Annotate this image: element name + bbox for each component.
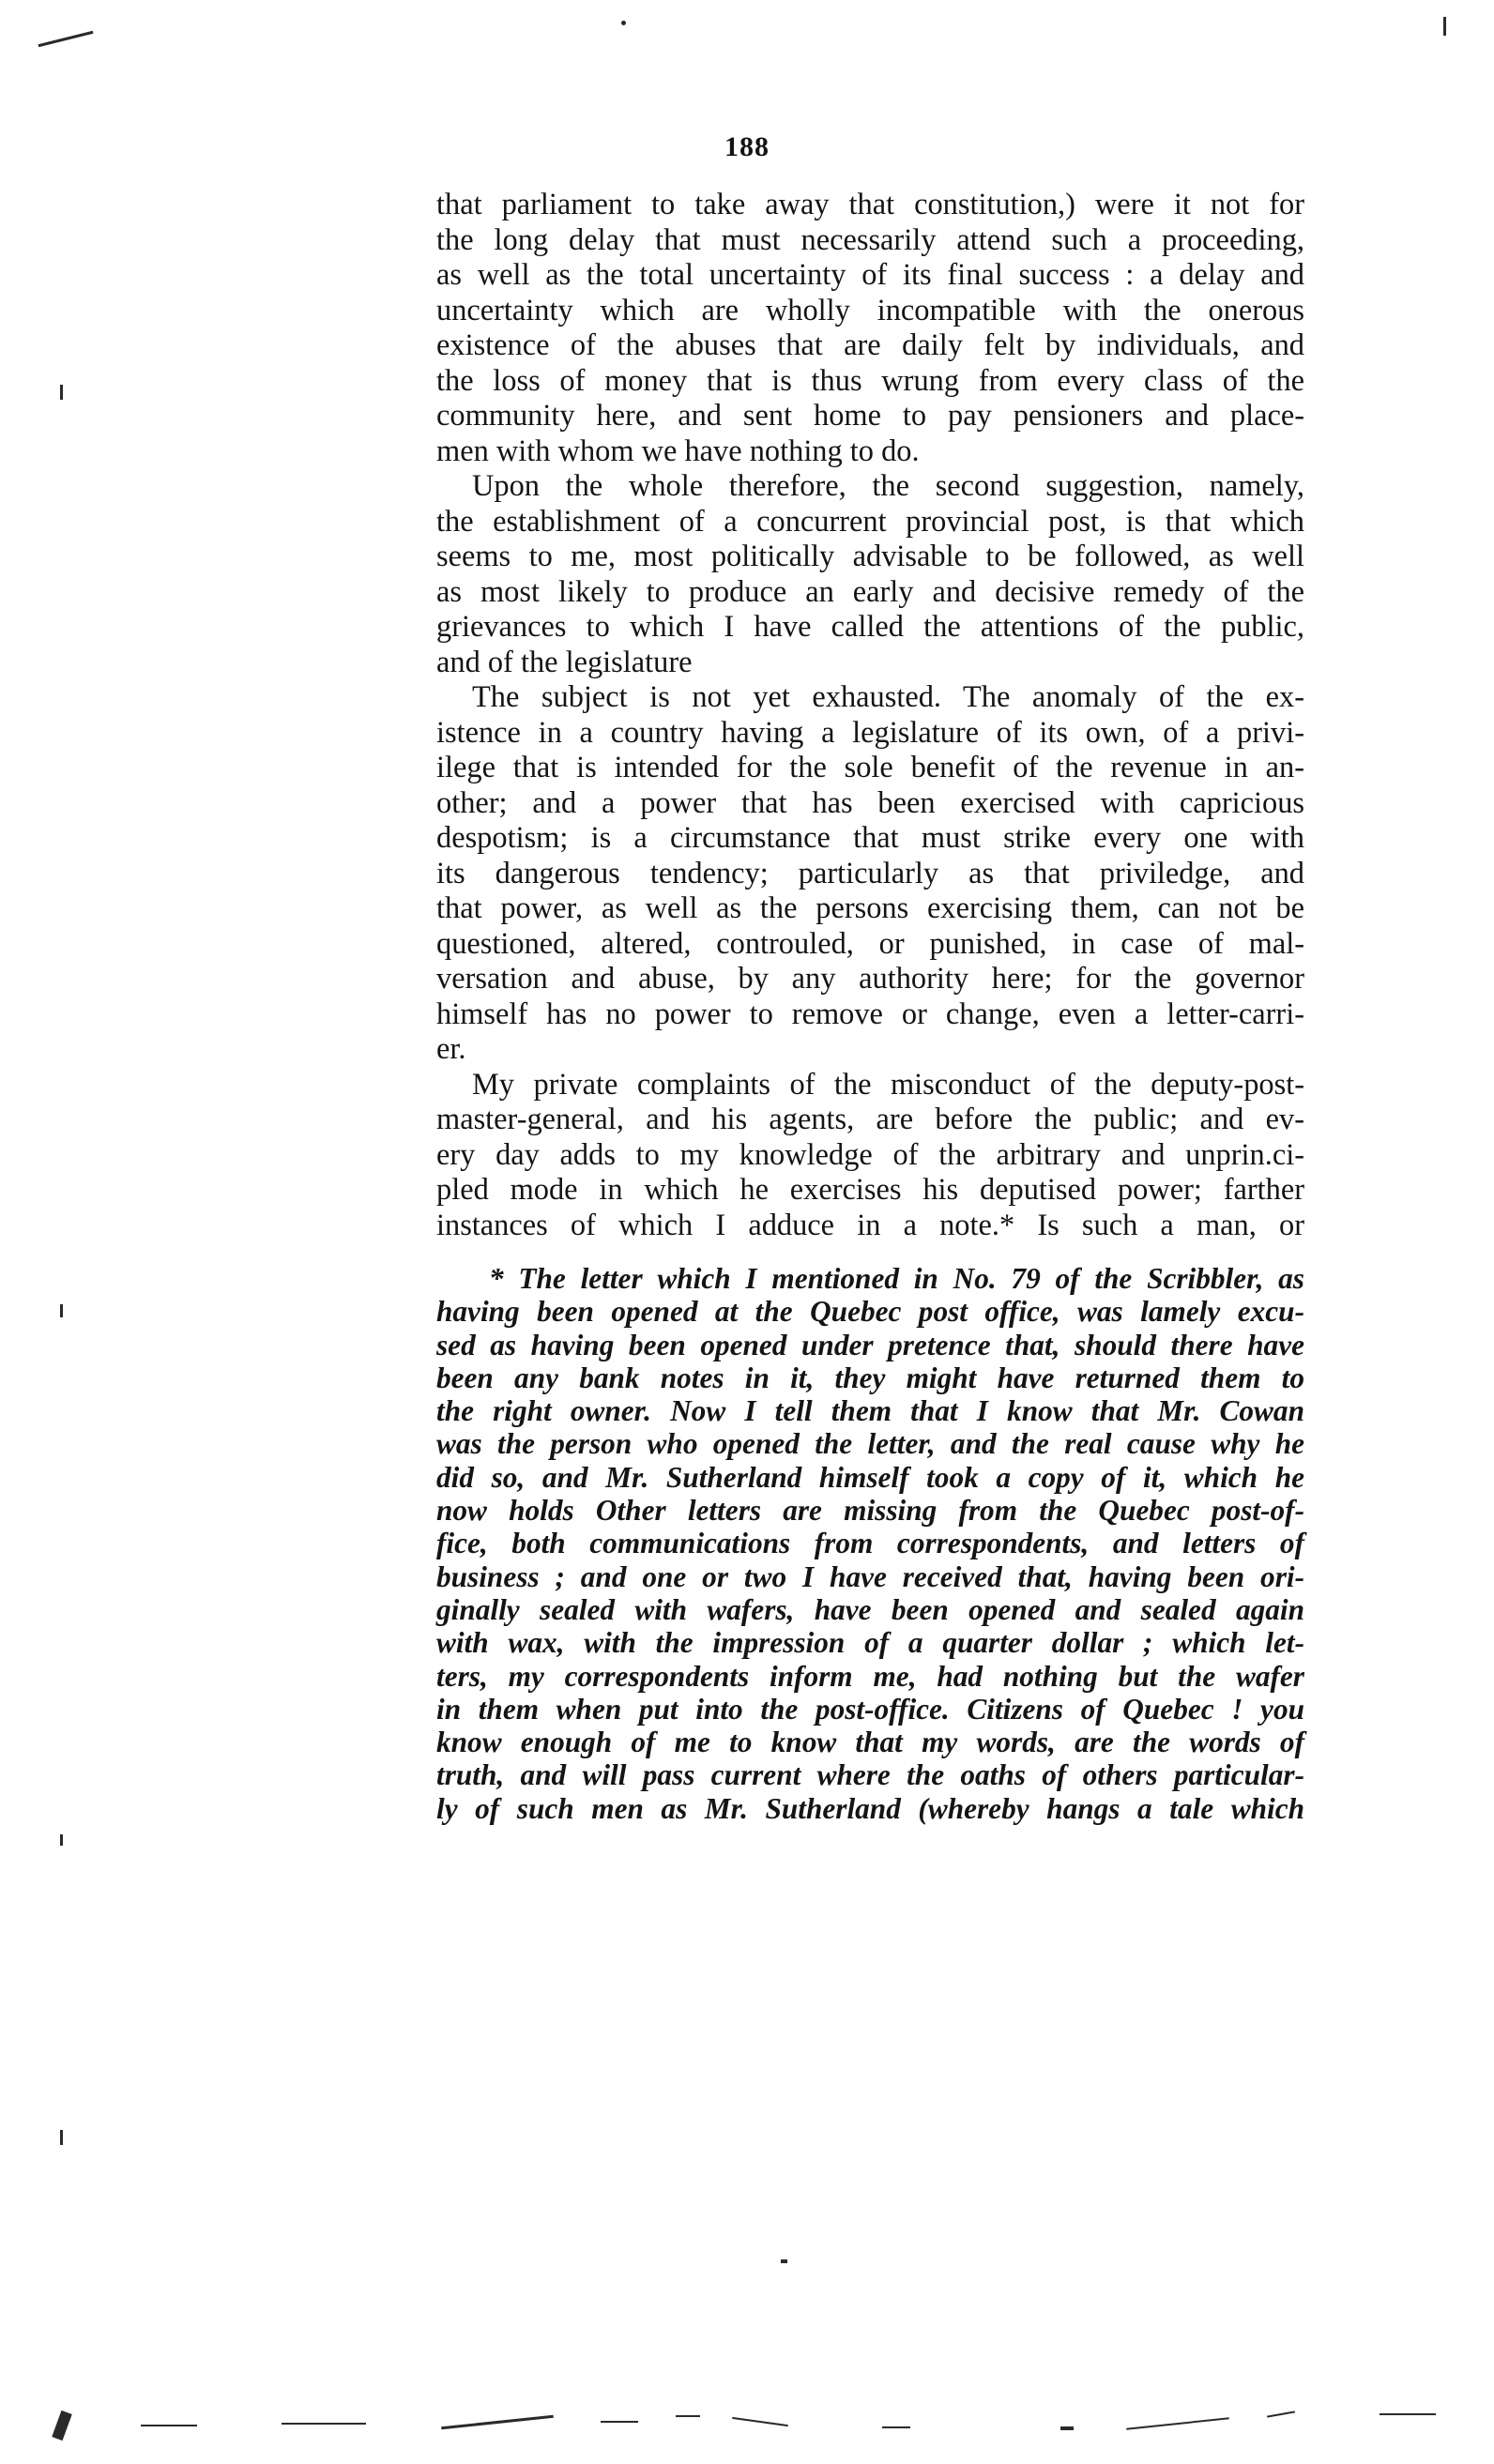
footnote-line: * The letter which I mentioned in No. 79 of the Scribbler, as bbox=[489, 1262, 1304, 1295]
footnote-line: know enough of me to know that my words, are the words of bbox=[436, 1726, 1304, 1759]
body-text-line: ery day adds to my knowledge of the arbitrary and unprin.ci- bbox=[436, 1137, 1304, 1172]
body-text-line: The subject is not yet exhausted. The anomaly of the ex- bbox=[472, 680, 1304, 714]
footnote-line: was the person who opened the letter, and the real cause why he bbox=[436, 1427, 1304, 1461]
footnote-line: been any bank notes in it, they might have returned them to bbox=[436, 1361, 1304, 1394]
body-text-line: as most likely to produce an early and decisive remedy of the bbox=[436, 574, 1304, 609]
body-text-line: instances of which I adduce in a note.* Is such a man, or bbox=[436, 1208, 1304, 1242]
footnote-line: in them when put into the post-office. Citizens of Quebec ! you bbox=[436, 1692, 1304, 1726]
body-text-line: grievances to which I have called the attentions of the public, bbox=[436, 610, 1304, 644]
body-text-line: uncertainty which are wholly incompatible with the onerous bbox=[436, 293, 1304, 327]
body-text-line: the loss of money that is thus wrung from every class of the bbox=[436, 363, 1304, 398]
body-text-line: existence of the abuses that are daily felt by individuals, and bbox=[436, 328, 1304, 362]
body-text-line: himself has no power to remove or change, even a letter-carri- bbox=[436, 996, 1304, 1031]
body-text-line: versation and abuse, by any authority here; for the governor bbox=[436, 962, 1304, 996]
footnote-line: fice, both communications from correspondents, and letters of bbox=[436, 1527, 1304, 1560]
body-text-line: as well as the total uncertainty of its final success : a delay and bbox=[436, 258, 1304, 292]
footnote-line: now holds Other letters are missing from the Quebec post-of- bbox=[436, 1494, 1304, 1528]
body-text-line: questioned, altered, controuled, or punished, in case of mal- bbox=[436, 926, 1304, 961]
body-text-line: that parliament to take away that constitution,) were it not for bbox=[436, 188, 1304, 221]
scan-speck bbox=[781, 2259, 787, 2263]
footnote-line: did so, and Mr. Sutherland himself took a copy of it, which he bbox=[436, 1460, 1304, 1494]
scan-speck bbox=[38, 31, 94, 47]
footnote-line: having been opened at the Quebec post office, was lamely excu- bbox=[436, 1295, 1304, 1329]
footnote-line: truth, and will pass current where the oaths of others particular- bbox=[436, 1758, 1304, 1792]
body-text-line: pled mode in which he exercises his deputised power; farther bbox=[436, 1173, 1304, 1207]
body-text-line: that power, as well as the persons exercising them, can not be bbox=[436, 891, 1304, 925]
footnote-line: the right owner. Now I tell them that I know that Mr. Cowan bbox=[436, 1394, 1304, 1428]
body-text-line: community here, and sent home to pay pensioners and place- bbox=[436, 399, 1304, 433]
footnote-line: ly of such men as Mr. Sutherland (whereby hangs a tale which bbox=[436, 1791, 1304, 1825]
body-text-line: ilege that is intended for the sole benefit of the revenue in an- bbox=[436, 751, 1304, 784]
body-text-line: Upon the whole therefore, the second suggestion, namely, bbox=[472, 469, 1304, 503]
scan-speck bbox=[1443, 17, 1446, 36]
body-text-line: the establishment of a concurrent provincial post, is that which bbox=[436, 504, 1304, 539]
scan-speck bbox=[60, 1834, 63, 1846]
footnote-line: with wax, with the impression of a quarter dollar ; which let- bbox=[436, 1626, 1304, 1660]
body-text-line: other; and a power that has been exercised with capricious bbox=[436, 785, 1304, 820]
body-text-line: er. bbox=[436, 1032, 466, 1066]
footnote-line: ters, my correspondents inform me, had nothing but the wafer bbox=[436, 1659, 1304, 1693]
body-text-line: and of the legislature bbox=[436, 645, 693, 679]
footnote-line: sed as having been opened under pretence that, should there have bbox=[436, 1328, 1304, 1361]
body-text-line: seems to me, most politically advisable to be followed, as well bbox=[436, 540, 1304, 573]
body-text-line: master-general, and his agents, are before the public; and ev- bbox=[436, 1103, 1304, 1136]
footnote-line: ginally sealed with wafers, have been opened and sealed again bbox=[436, 1592, 1304, 1626]
body-text-line: despotism; is a circumstance that must strike every one with bbox=[436, 821, 1304, 855]
body-text-line: its dangerous tendency; particularly as that priviledge, and bbox=[436, 856, 1304, 890]
body-text-line: men with whom we have nothing to do. bbox=[436, 433, 920, 468]
scan-speck bbox=[60, 1304, 63, 1317]
scan-speck bbox=[60, 2130, 63, 2145]
scan-speck bbox=[621, 21, 626, 25]
scan-edge-marks bbox=[0, 2402, 1494, 2440]
body-text bbox=[436, 188, 1304, 1243]
footnote-line: business ; and one or two I have received that, having been ori- bbox=[436, 1559, 1304, 1593]
body-text-line: istence in a country having a legislature of its own, of a privi- bbox=[436, 715, 1304, 750]
page-number: 188 bbox=[724, 131, 770, 162]
scan-speck bbox=[60, 385, 63, 400]
body-text-line: My private complaints of the misconduct of the deputy-post- bbox=[472, 1067, 1304, 1102]
footnote bbox=[436, 1262, 1304, 1825]
body-text-line: the long delay that must necessarily attend such a proceeding, bbox=[436, 222, 1304, 257]
